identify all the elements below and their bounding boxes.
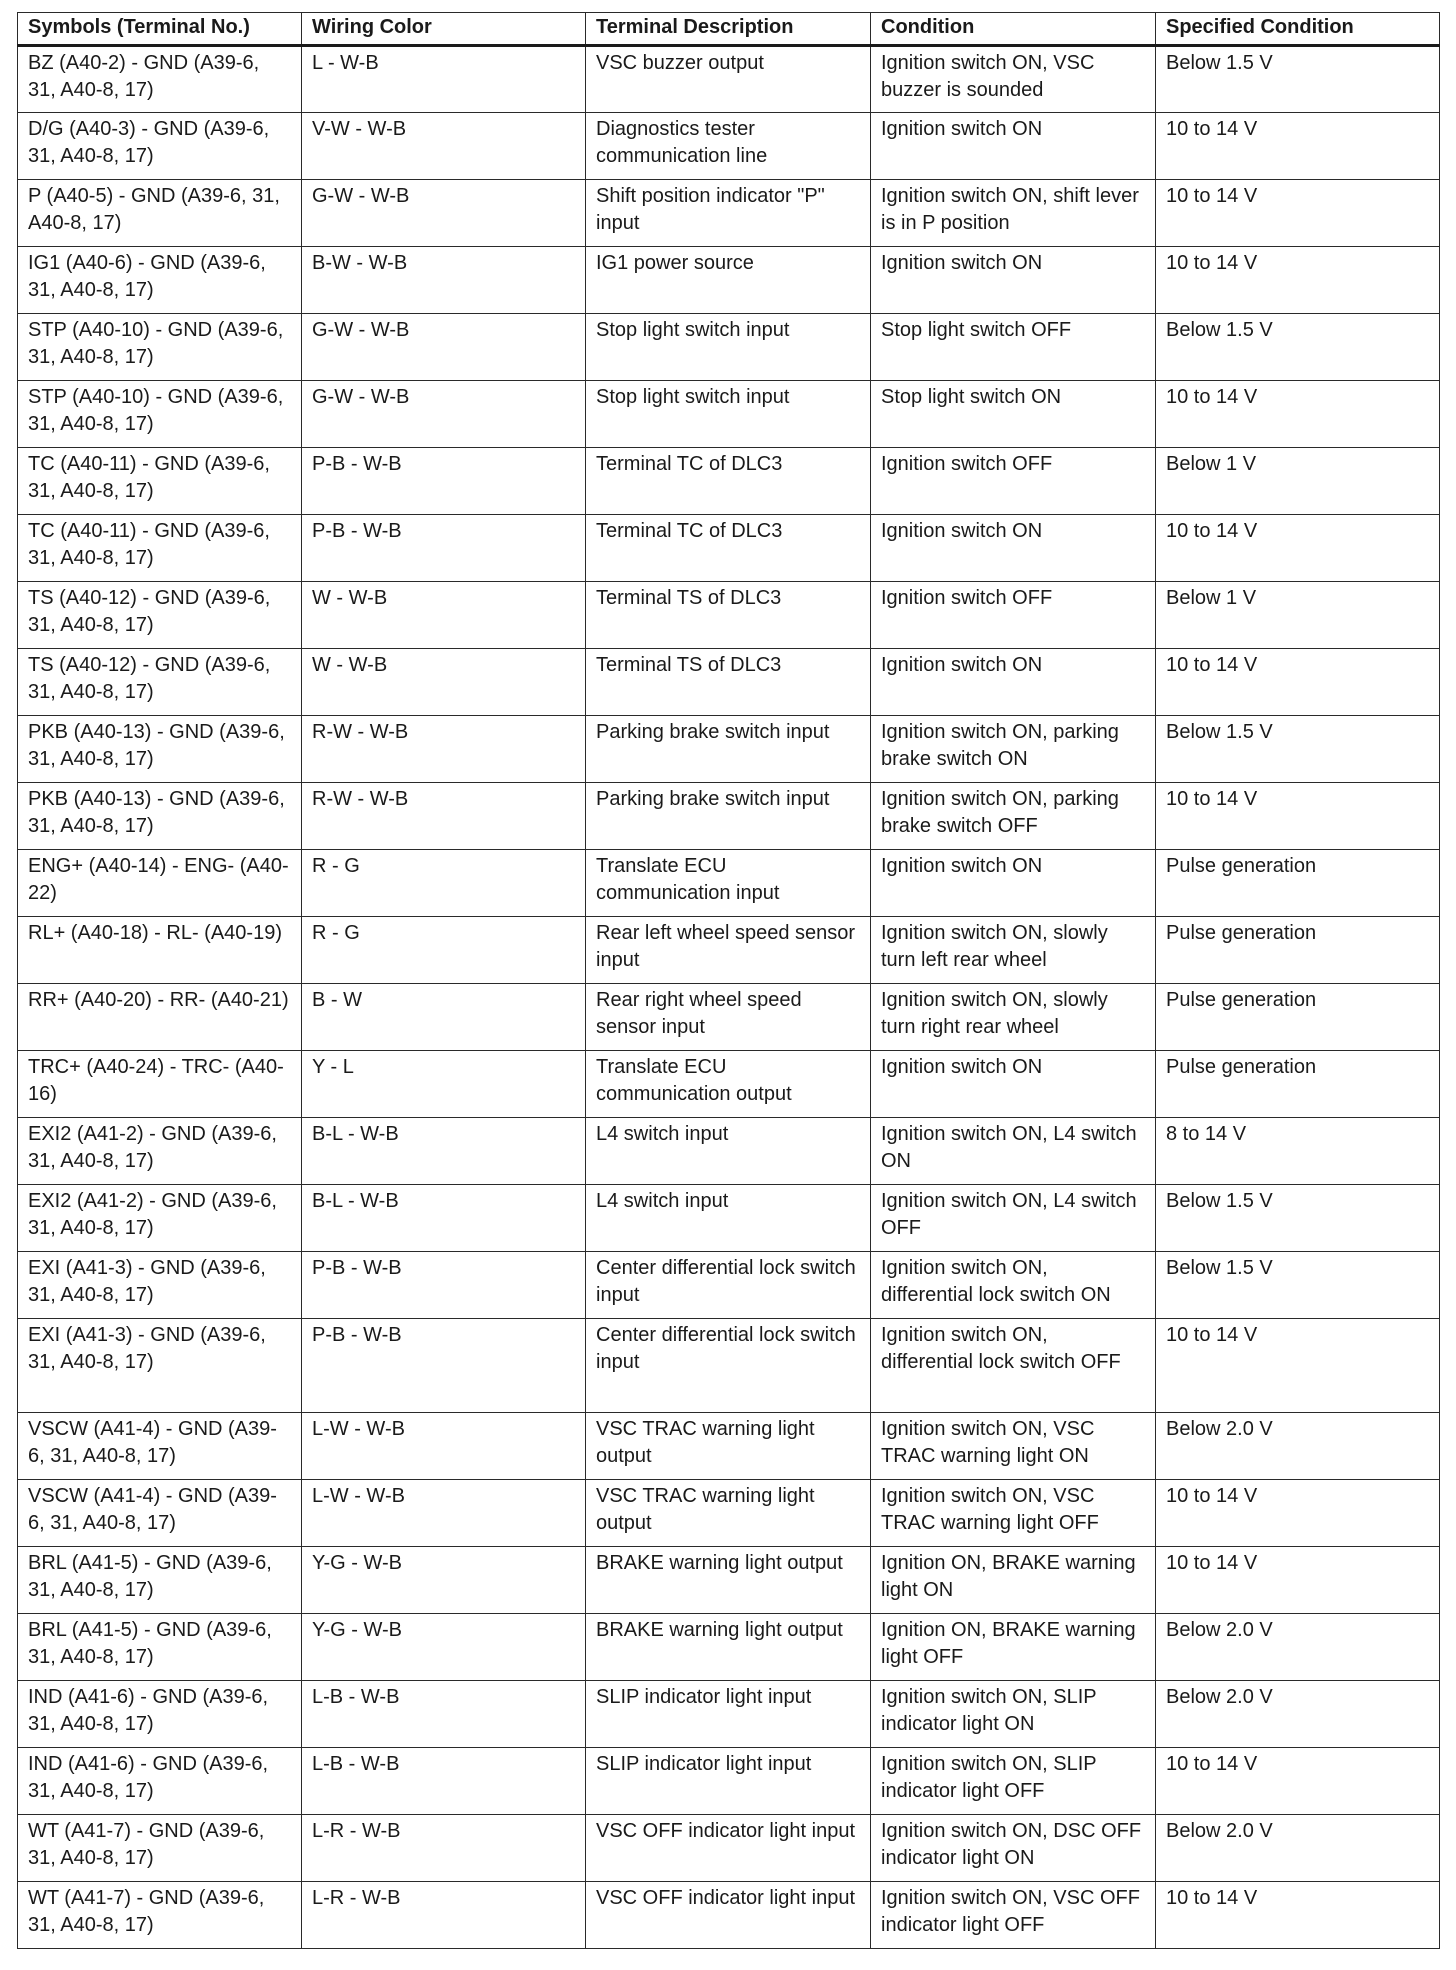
cell-condition: Ignition switch ON, VSC TRAC warning light OFF xyxy=(871,1480,1156,1547)
cell-description: Rear left wheel speed sensor input xyxy=(586,917,871,984)
cell-symbols: PKB (A40-13) - GND (A39-6, 31, A40-8, 17) xyxy=(18,783,302,850)
cell-symbols: BRL (A41-5) - GND (A39-6, 31, A40-8, 17) xyxy=(18,1547,302,1614)
cell-wiring-color: P-B - W-B xyxy=(302,448,586,515)
cell-condition: Ignition switch ON, slowly turn right rear wheel xyxy=(871,984,1156,1051)
cell-specified: 10 to 14 V xyxy=(1156,1882,1440,1949)
cell-description: Center differential lock switch input xyxy=(586,1252,871,1319)
header-symbols: Symbols (Terminal No.) xyxy=(18,13,302,46)
cell-description: Shift position indicator "P" input xyxy=(586,180,871,247)
cell-specified: 10 to 14 V xyxy=(1156,180,1440,247)
cell-condition: Ignition switch ON, differential lock switch ON xyxy=(871,1252,1156,1319)
cell-specified: Below 2.0 V xyxy=(1156,1614,1440,1681)
cell-condition: Ignition switch ON, SLIP indicator light ON xyxy=(871,1681,1156,1748)
table-body xyxy=(18,46,1440,1949)
table-row xyxy=(18,716,1440,783)
cell-condition: Stop light switch OFF xyxy=(871,314,1156,381)
cell-description: Terminal TC of DLC3 xyxy=(586,515,871,582)
cell-specified: Below 1.5 V xyxy=(1156,1252,1440,1319)
cell-description: BRAKE warning light output xyxy=(586,1614,871,1681)
cell-condition: Ignition switch ON, parking brake switch ON xyxy=(871,716,1156,783)
cell-wiring-color: Y-G - W-B xyxy=(302,1547,586,1614)
table-row xyxy=(18,1252,1440,1319)
cell-description: Terminal TS of DLC3 xyxy=(586,582,871,649)
cell-specified: 10 to 14 V xyxy=(1156,1547,1440,1614)
cell-condition: Ignition switch ON, DSC OFF indicator light ON xyxy=(871,1815,1156,1882)
cell-description: VSC TRAC warning light output xyxy=(586,1413,871,1480)
cell-condition: Ignition switch ON xyxy=(871,113,1156,180)
cell-symbols: IG1 (A40-6) - GND (A39-6, 31, A40-8, 17) xyxy=(18,247,302,314)
table-row xyxy=(18,247,1440,314)
cell-condition: Ignition switch ON xyxy=(871,649,1156,716)
cell-condition: Ignition switch ON, VSC OFF indicator light OFF xyxy=(871,1882,1156,1949)
cell-wiring-color: W - W-B xyxy=(302,582,586,649)
table-header xyxy=(18,13,1440,46)
cell-specified: Below 1.5 V xyxy=(1156,314,1440,381)
cell-specified: Pulse generation xyxy=(1156,1051,1440,1118)
cell-symbols: EXI (A41-3) - GND (A39-6, 31, A40-8, 17) xyxy=(18,1319,302,1413)
table-row xyxy=(18,917,1440,984)
cell-specified: 10 to 14 V xyxy=(1156,381,1440,448)
cell-specified: Below 1.5 V xyxy=(1156,46,1440,113)
cell-condition: Ignition switch ON, VSC buzzer is sounded xyxy=(871,46,1156,113)
cell-description: VSC TRAC warning light output xyxy=(586,1480,871,1547)
cell-condition: Ignition switch ON xyxy=(871,850,1156,917)
cell-condition: Ignition switch ON, L4 switch OFF xyxy=(871,1185,1156,1252)
cell-specified: Pulse generation xyxy=(1156,850,1440,917)
cell-condition: Ignition switch OFF xyxy=(871,448,1156,515)
header-row xyxy=(18,13,1440,46)
cell-wiring-color: G-W - W-B xyxy=(302,180,586,247)
cell-wiring-color: P-B - W-B xyxy=(302,1252,586,1319)
table-row xyxy=(18,1748,1440,1815)
cell-symbols: RR+ (A40-20) - RR- (A40-21) xyxy=(18,984,302,1051)
cell-description: Parking brake switch input xyxy=(586,783,871,850)
cell-condition: Ignition ON, BRAKE warning light OFF xyxy=(871,1614,1156,1681)
cell-description: VSC buzzer output xyxy=(586,46,871,113)
cell-specified: Below 2.0 V xyxy=(1156,1681,1440,1748)
cell-wiring-color: R - G xyxy=(302,850,586,917)
header-wiring-color: Wiring Color xyxy=(302,13,586,46)
cell-symbols: EXI2 (A41-2) - GND (A39-6, 31, A40-8, 17) xyxy=(18,1118,302,1185)
cell-wiring-color: R - G xyxy=(302,917,586,984)
cell-symbols: EXI2 (A41-2) - GND (A39-6, 31, A40-8, 17) xyxy=(18,1185,302,1252)
cell-description: Stop light switch input xyxy=(586,381,871,448)
cell-symbols: WT (A41-7) - GND (A39-6, 31, A40-8, 17) xyxy=(18,1882,302,1949)
cell-wiring-color: V-W - W-B xyxy=(302,113,586,180)
cell-wiring-color: L-W - W-B xyxy=(302,1413,586,1480)
cell-condition: Ignition switch ON xyxy=(871,515,1156,582)
cell-wiring-color: B - W xyxy=(302,984,586,1051)
cell-description: Diagnostics tester communication line xyxy=(586,113,871,180)
cell-wiring-color: P-B - W-B xyxy=(302,515,586,582)
cell-wiring-color: L-R - W-B xyxy=(302,1882,586,1949)
table-row xyxy=(18,1614,1440,1681)
table-row xyxy=(18,850,1440,917)
cell-description: Terminal TS of DLC3 xyxy=(586,649,871,716)
cell-description: L4 switch input xyxy=(586,1185,871,1252)
terminal-spec-table xyxy=(17,12,1440,1949)
cell-wiring-color: B-W - W-B xyxy=(302,247,586,314)
cell-description: SLIP indicator light input xyxy=(586,1748,871,1815)
cell-description: Translate ECU communication input xyxy=(586,850,871,917)
cell-description: Parking brake switch input xyxy=(586,716,871,783)
cell-specified: 10 to 14 V xyxy=(1156,1480,1440,1547)
cell-wiring-color: L-B - W-B xyxy=(302,1681,586,1748)
cell-wiring-color: B-L - W-B xyxy=(302,1118,586,1185)
cell-wiring-color: P-B - W-B xyxy=(302,1319,586,1413)
cell-condition: Ignition switch ON xyxy=(871,247,1156,314)
cell-symbols: IND (A41-6) - GND (A39-6, 31, A40-8, 17) xyxy=(18,1748,302,1815)
table-row xyxy=(18,1815,1440,1882)
cell-symbols: TC (A40-11) - GND (A39-6, 31, A40-8, 17) xyxy=(18,515,302,582)
table-row xyxy=(18,1882,1440,1949)
table-row xyxy=(18,113,1440,180)
cell-description: Center differential lock switch input xyxy=(586,1319,871,1413)
cell-condition: Ignition switch ON xyxy=(871,1051,1156,1118)
table-row xyxy=(18,180,1440,247)
cell-condition: Ignition switch ON, slowly turn left rear wheel xyxy=(871,917,1156,984)
cell-description: BRAKE warning light output xyxy=(586,1547,871,1614)
header-specified-condition: Specified Condition xyxy=(1156,13,1440,46)
table-row xyxy=(18,1681,1440,1748)
table-row xyxy=(18,1480,1440,1547)
cell-wiring-color: G-W - W-B xyxy=(302,381,586,448)
cell-specified: 10 to 14 V xyxy=(1156,515,1440,582)
cell-symbols: D/G (A40-3) - GND (A39-6, 31, A40-8, 17) xyxy=(18,113,302,180)
cell-symbols: TC (A40-11) - GND (A39-6, 31, A40-8, 17) xyxy=(18,448,302,515)
cell-specified: Pulse generation xyxy=(1156,984,1440,1051)
cell-description: L4 switch input xyxy=(586,1118,871,1185)
cell-description: VSC OFF indicator light input xyxy=(586,1882,871,1949)
cell-description: Terminal TC of DLC3 xyxy=(586,448,871,515)
table-row xyxy=(18,46,1440,113)
cell-wiring-color: W - W-B xyxy=(302,649,586,716)
cell-specified: 10 to 14 V xyxy=(1156,1319,1440,1413)
cell-description: VSC OFF indicator light input xyxy=(586,1815,871,1882)
cell-symbols: VSCW (A41-4) - GND (A39-6, 31, A40-8, 17) xyxy=(18,1413,302,1480)
cell-condition: Ignition switch OFF xyxy=(871,582,1156,649)
cell-specified: 10 to 14 V xyxy=(1156,1748,1440,1815)
table-row xyxy=(18,314,1440,381)
cell-symbols: IND (A41-6) - GND (A39-6, 31, A40-8, 17) xyxy=(18,1681,302,1748)
header-condition: Condition xyxy=(871,13,1156,46)
cell-description: Stop light switch input xyxy=(586,314,871,381)
cell-specified: Below 1 V xyxy=(1156,448,1440,515)
cell-specified: Pulse generation xyxy=(1156,917,1440,984)
cell-condition: Ignition ON, BRAKE warning light ON xyxy=(871,1547,1156,1614)
cell-description: SLIP indicator light input xyxy=(586,1681,871,1748)
cell-symbols: VSCW (A41-4) - GND (A39-6, 31, A40-8, 17) xyxy=(18,1480,302,1547)
table-row xyxy=(18,1319,1440,1413)
cell-description: Rear right wheel speed sensor input xyxy=(586,984,871,1051)
cell-condition: Ignition switch ON, VSC TRAC warning light ON xyxy=(871,1413,1156,1480)
cell-description: Translate ECU communication output xyxy=(586,1051,871,1118)
table-row xyxy=(18,381,1440,448)
cell-specified: Below 1 V xyxy=(1156,582,1440,649)
cell-symbols: TRC+ (A40-24) - TRC- (A40-16) xyxy=(18,1051,302,1118)
cell-symbols: STP (A40-10) - GND (A39-6, 31, A40-8, 17) xyxy=(18,381,302,448)
table-row xyxy=(18,1185,1440,1252)
cell-wiring-color: R-W - W-B xyxy=(302,716,586,783)
table-row xyxy=(18,984,1440,1051)
cell-description: IG1 power source xyxy=(586,247,871,314)
cell-specified: 10 to 14 V xyxy=(1156,247,1440,314)
cell-symbols: WT (A41-7) - GND (A39-6, 31, A40-8, 17) xyxy=(18,1815,302,1882)
header-terminal-description: Terminal Description xyxy=(586,13,871,46)
cell-wiring-color: L - W-B xyxy=(302,46,586,113)
cell-specified: Below 2.0 V xyxy=(1156,1413,1440,1480)
cell-specified: 10 to 14 V xyxy=(1156,113,1440,180)
cell-specified: Below 1.5 V xyxy=(1156,1185,1440,1252)
cell-wiring-color: R-W - W-B xyxy=(302,783,586,850)
table-row xyxy=(18,582,1440,649)
cell-condition: Ignition switch ON, shift lever is in P position xyxy=(871,180,1156,247)
cell-condition: Ignition switch ON, L4 switch ON xyxy=(871,1118,1156,1185)
cell-symbols: TS (A40-12) - GND (A39-6, 31, A40-8, 17) xyxy=(18,649,302,716)
cell-symbols: STP (A40-10) - GND (A39-6, 31, A40-8, 17) xyxy=(18,314,302,381)
cell-symbols: BZ (A40-2) - GND (A39-6, 31, A40-8, 17) xyxy=(18,46,302,113)
cell-wiring-color: Y-G - W-B xyxy=(302,1614,586,1681)
cell-symbols: ENG+ (A40-14) - ENG- (A40-22) xyxy=(18,850,302,917)
cell-symbols: P (A40-5) - GND (A39-6, 31, A40-8, 17) xyxy=(18,180,302,247)
cell-wiring-color: L-R - W-B xyxy=(302,1815,586,1882)
cell-symbols: EXI (A41-3) - GND (A39-6, 31, A40-8, 17) xyxy=(18,1252,302,1319)
cell-symbols: TS (A40-12) - GND (A39-6, 31, A40-8, 17) xyxy=(18,582,302,649)
cell-specified: 8 to 14 V xyxy=(1156,1118,1440,1185)
table-row xyxy=(18,515,1440,582)
cell-wiring-color: Y - L xyxy=(302,1051,586,1118)
cell-specified: 10 to 14 V xyxy=(1156,649,1440,716)
table-row xyxy=(18,1118,1440,1185)
table-row xyxy=(18,1413,1440,1480)
table-row xyxy=(18,783,1440,850)
cell-specified: Below 1.5 V xyxy=(1156,716,1440,783)
table-row xyxy=(18,448,1440,515)
cell-condition: Ignition switch ON, SLIP indicator light OFF xyxy=(871,1748,1156,1815)
cell-wiring-color: L-W - W-B xyxy=(302,1480,586,1547)
table-row xyxy=(18,1051,1440,1118)
cell-condition: Ignition switch ON, differential lock switch OFF xyxy=(871,1319,1156,1413)
table-row xyxy=(18,649,1440,716)
table-row xyxy=(18,1547,1440,1614)
cell-condition: Stop light switch ON xyxy=(871,381,1156,448)
cell-wiring-color: G-W - W-B xyxy=(302,314,586,381)
cell-symbols: BRL (A41-5) - GND (A39-6, 31, A40-8, 17) xyxy=(18,1614,302,1681)
cell-specified: 10 to 14 V xyxy=(1156,783,1440,850)
cell-condition: Ignition switch ON, parking brake switch OFF xyxy=(871,783,1156,850)
cell-specified: Below 2.0 V xyxy=(1156,1815,1440,1882)
cell-wiring-color: L-B - W-B xyxy=(302,1748,586,1815)
cell-symbols: PKB (A40-13) - GND (A39-6, 31, A40-8, 17) xyxy=(18,716,302,783)
cell-wiring-color: B-L - W-B xyxy=(302,1185,586,1252)
cell-symbols: RL+ (A40-18) - RL- (A40-19) xyxy=(18,917,302,984)
document-page xyxy=(17,12,1439,1949)
